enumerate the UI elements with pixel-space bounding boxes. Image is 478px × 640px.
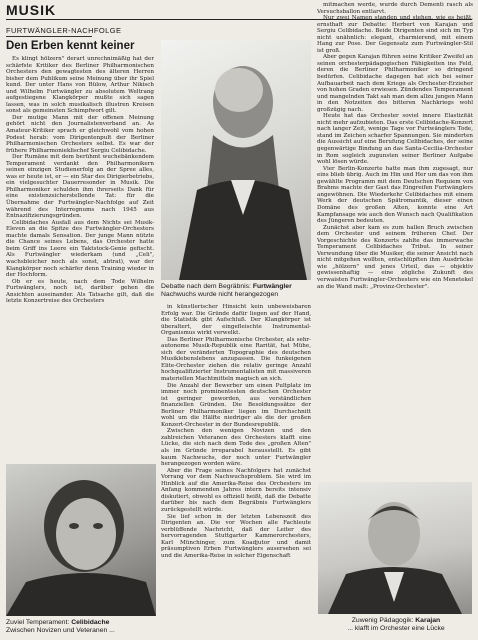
caption-name: Furtwängler — [252, 283, 292, 290]
caption-name: Karajan — [415, 617, 441, 624]
photo-karajan — [318, 482, 472, 614]
paragraph: Nur zwei Namen standen und stehen, wie es heißt, ernsthaft zur Debatte: Herbert von Karajan und Sergiu Celibidache. Beide Dirigenten sind sich im Typ nicht unähnlich: elegant, charmierend, mit einem Hang zur Pose. Der Gegensatz zum Furtwängler-Stil ist groß. — [317, 15, 473, 54]
caption-text: Zuviel Temperament: — [6, 619, 72, 626]
paragraph: Celibidaches Ausfall aus dem Nichts sei Musik-Eleven an die Spitze des Furtwängler-Orchesters machte damals Sensation. Der junge Mann nützte die Chance seines Lebens, das Orchester hatte beim Griff ins Leere ein Taktstock-Genie gefischt. Als Furtwängler wiederkam (und „Celi", wachsbleicher noch als sonst, abtrat), war der Klangkörper noch schärfer denn Training wieder in der Hochform. — [6, 219, 154, 279]
portrait-illustration — [161, 40, 311, 280]
paragraph: Der mutige Mann mit der offenen Meinung gehört nicht den Journalistenverband an. As Amateur-Kritiker sprach er gleichwohl vom hohen Podest herab: vom Dirigentenpult der Berliner Philharmonischen Orchesters selbst. Es war der frühere Philharmonieklischef Sergiu Celibidache. — [6, 114, 154, 154]
paragraph: Zunächst aber kam es zum hallen Bruch zwischen dem Orchester und seinem früheren Chef. Der Vorgeschichte des Konzerts zahlte das immerwache Temperament Celibidaches Tribut. In seiner Verwundung über die Musiker, die seiner Ansicht nach nicht mitgehen wollten, entschlüpften ihm Ausdrücke wie „hölzern" und jenes Urteil, das — objektiv gewissenhaftig — eine zögliche Zukunft des verwaisten Furtwängler-Orchesters wie ein Menetekel an die Wand malt: „Provinz-Orchester". — [317, 224, 473, 290]
caption-text: Debatte nach dem Begräbnis: — [161, 283, 253, 290]
caption-text: Zuwenig Pädagogik: — [351, 617, 416, 624]
paragraph: Heute hat das Orchester soviel innere Elastizität nicht mehr aufzubieten. Das erste Celibidache-Konzert nach langer Zeit, wenige Tage vor Furtwänglers Tode, stand im Zeichen scharfer Spannungen. Sie minderten die Aussicht auf eine Berufung Celibidaches, der seine gegenwärtige Bindung an das Santa-Cecilia-Orchester in Rom sogleich zugunsten seiner Berliner Aufgabe wohl lösen würde. — [317, 113, 473, 166]
paragraph: Der Rumäne mit dem berühmt wuchebänkendem Temperament verdankt den Philharmonikern seinen einzigen Studienerfolg an der Spree alles, was er heute ist, er — ein Star des Dirigierbetriebs, ein vielgesuchter Dauerresonder in Musik. Die Philharmoniker schulden ihm ihrerseits Dank für eine existenzsicherstellende Tat: für die Übernahme der Furtwängler-Nachfolge auf Zeit während des Interregnums nach 1945 aus Entnazifizierungsgründen. — [6, 154, 154, 220]
kicker: FURTWÄNGLER-NACHFOLGE — [6, 26, 122, 35]
paragraph: Es klingt hölzern" derart unrechnimäßig hat der schärfste Kritiker des Berliner Philharmonischen Orchesters den gewagtesten des älteren Herren bisher dem Publikum seine Meinung über ihr Spiel kund. Der unter Hans von Bülow, Arthur Nikisch und Wilhelm Furtwängler zu absolutem Weltrang aufgestiegene Klangkörper mußte sich sagen lassen, was in solch musikalisch illustren Kreisen sonst als gemeinsten Schimpfwort gilt. — [6, 56, 154, 115]
paragraph: Ob er es heute, nach dem Tode Wilhelm Furtwänglers, noch ist, darüber gehen die Ansichten auseinander. Als Tatsache gilt, daß die letzte Konzertreise des Orchesters — [6, 278, 154, 305]
paragraph: in künstlerischer Hinsicht kein unbeweisbaren Erfolg war. Die Gründe dafür liegen auf der Hand, die Statistik gibt Aufschluß. Der Klangkörper ist überaltert, der eingefleischte Instrumental-Organismus wirkt verwelkt. — [161, 304, 311, 337]
paragraph: Das Berliner Philharmonische Orchester, als sehr-autonome Musik-Republik eine Rarität, hat Mühe, sich der veränderten Topographie des deutschen Musiklebenslebens anzupassen. Die funkeigenen Elite-Orchester ziehen die relativ geringe Anzahl hochqualifizierter Instrumentalisten mit massiveren materiellen Machtmitteln magisch an sich. — [161, 336, 311, 383]
paragraph: Vier Berlin-Konzerte hatte man ihm zugesagt, nur eins blieb übrig. Auch im Hin und Her um das von ihm gewählte Programm mit dem Deutschen Requiem von Brahms machte der Gast das Eingreifen Furtwänglers angewöhnen. Die Wiederkehr Celibidaches mit einem Werk der deutschen Spätromantik, dieser einen Domäne des großen Alten, konnte eine Art Kampfansage wie auch den Wunsch nach Qualifikation des Jüngeren bedeuten. — [317, 165, 473, 225]
portrait-illustration — [6, 464, 156, 616]
article-column-2 — [161, 304, 311, 638]
caption-line2: ... klafft im Orchester eine Lücke — [347, 625, 445, 632]
caption-name: Celibidache — [71, 619, 110, 626]
paragraph: Aber die Frage seines Nachfolgers hat zunächst Vorrang vor dem Nachwuchsproblem. Sie wird im Hinblick auf die Amerika-Reise des Orchesters im Anfang kommenden Jahres intern bereits intensiv diskutiert, obwohl es offiziell heißt, daß die Debatte darüber bis nach dem Begräbnis Furtwänglers zurückgestellt würde. — [161, 467, 311, 513]
photo-celibidache — [6, 464, 156, 616]
photo-caption-furtwaengler — [161, 283, 313, 299]
article-column-1 — [6, 56, 154, 461]
caption-line2: Zwischen Novizen und Veteranen ... — [6, 627, 115, 634]
paragraph: Aber gegen Karajan führen seine Kritiker Zweifel an seinen orchesterpädagogischen Fähigkeiten ins Feld, deren die Berliner Philharmoniker so dringend bedürfen. Celibidache dagegen hat sich bei seiner Aufbauarbeit nach dem Kriege als Orchester-Erzieher von hohen Graden erwiesen. Zündendes Temperament und mangelnden Takt sah man dem allzu jungen Mann in den Notzeiten des bitteren Nachkriegs wohl großzügig nach. — [317, 54, 473, 113]
paragraph: mitmachen werde, wurde durch Dementi rasch als Versuchsballon entlarvt. — [317, 2, 473, 15]
caption-line2: Nachwuchs wurde nicht herangezogen — [161, 291, 279, 298]
headline: Den Erben kennt keiner — [6, 40, 135, 52]
photo-caption-celibidache — [6, 619, 158, 635]
photo-caption-karajan — [318, 617, 474, 633]
paragraph: Sie lief schon in der letzten Lebenszeit des Dirigenten an. Die vor Wochen alle Fachleute verblüffende Nachricht, daß der Leiter des hervorragenden Stuttgarter Kammerorchesters, Karl Münchinger, zum Koadjutor und damit präsumptiven Erben Furtwänglers ausersehen sei und die Amerika-Reise in solcher Eigenschaft — [161, 513, 311, 559]
section-title: MUSIK — [6, 2, 57, 18]
portrait-illustration — [318, 482, 472, 614]
photo-furtwaengler — [161, 40, 311, 280]
paragraph: Die Anzahl der Bewerber um einen Pultplatz im immer noch prominentesten deutschen Orchester ist geringer geworden, aus verständlichen finanziellen Gründen. Die Besoldungssätze der Berliner Philharmoniker liegen im Durchschnitt wohl um die Hälfte niedriger als die der großen Konzert-Orchester in der Bundesrepublik. — [161, 382, 311, 428]
kicker-underline — [6, 36, 92, 37]
paragraph: Zwischen den wenigen Novizen und den zahlreichen Veteranen des Orchesters klafft eine Lücke, die sich nach dem Tode des „großen Alten" als im Gründe irreparabel herausstellt. Es gibt kaum Nachwuchs, der noch unter Furtwängler herangezogen worden wäre. — [161, 428, 311, 468]
